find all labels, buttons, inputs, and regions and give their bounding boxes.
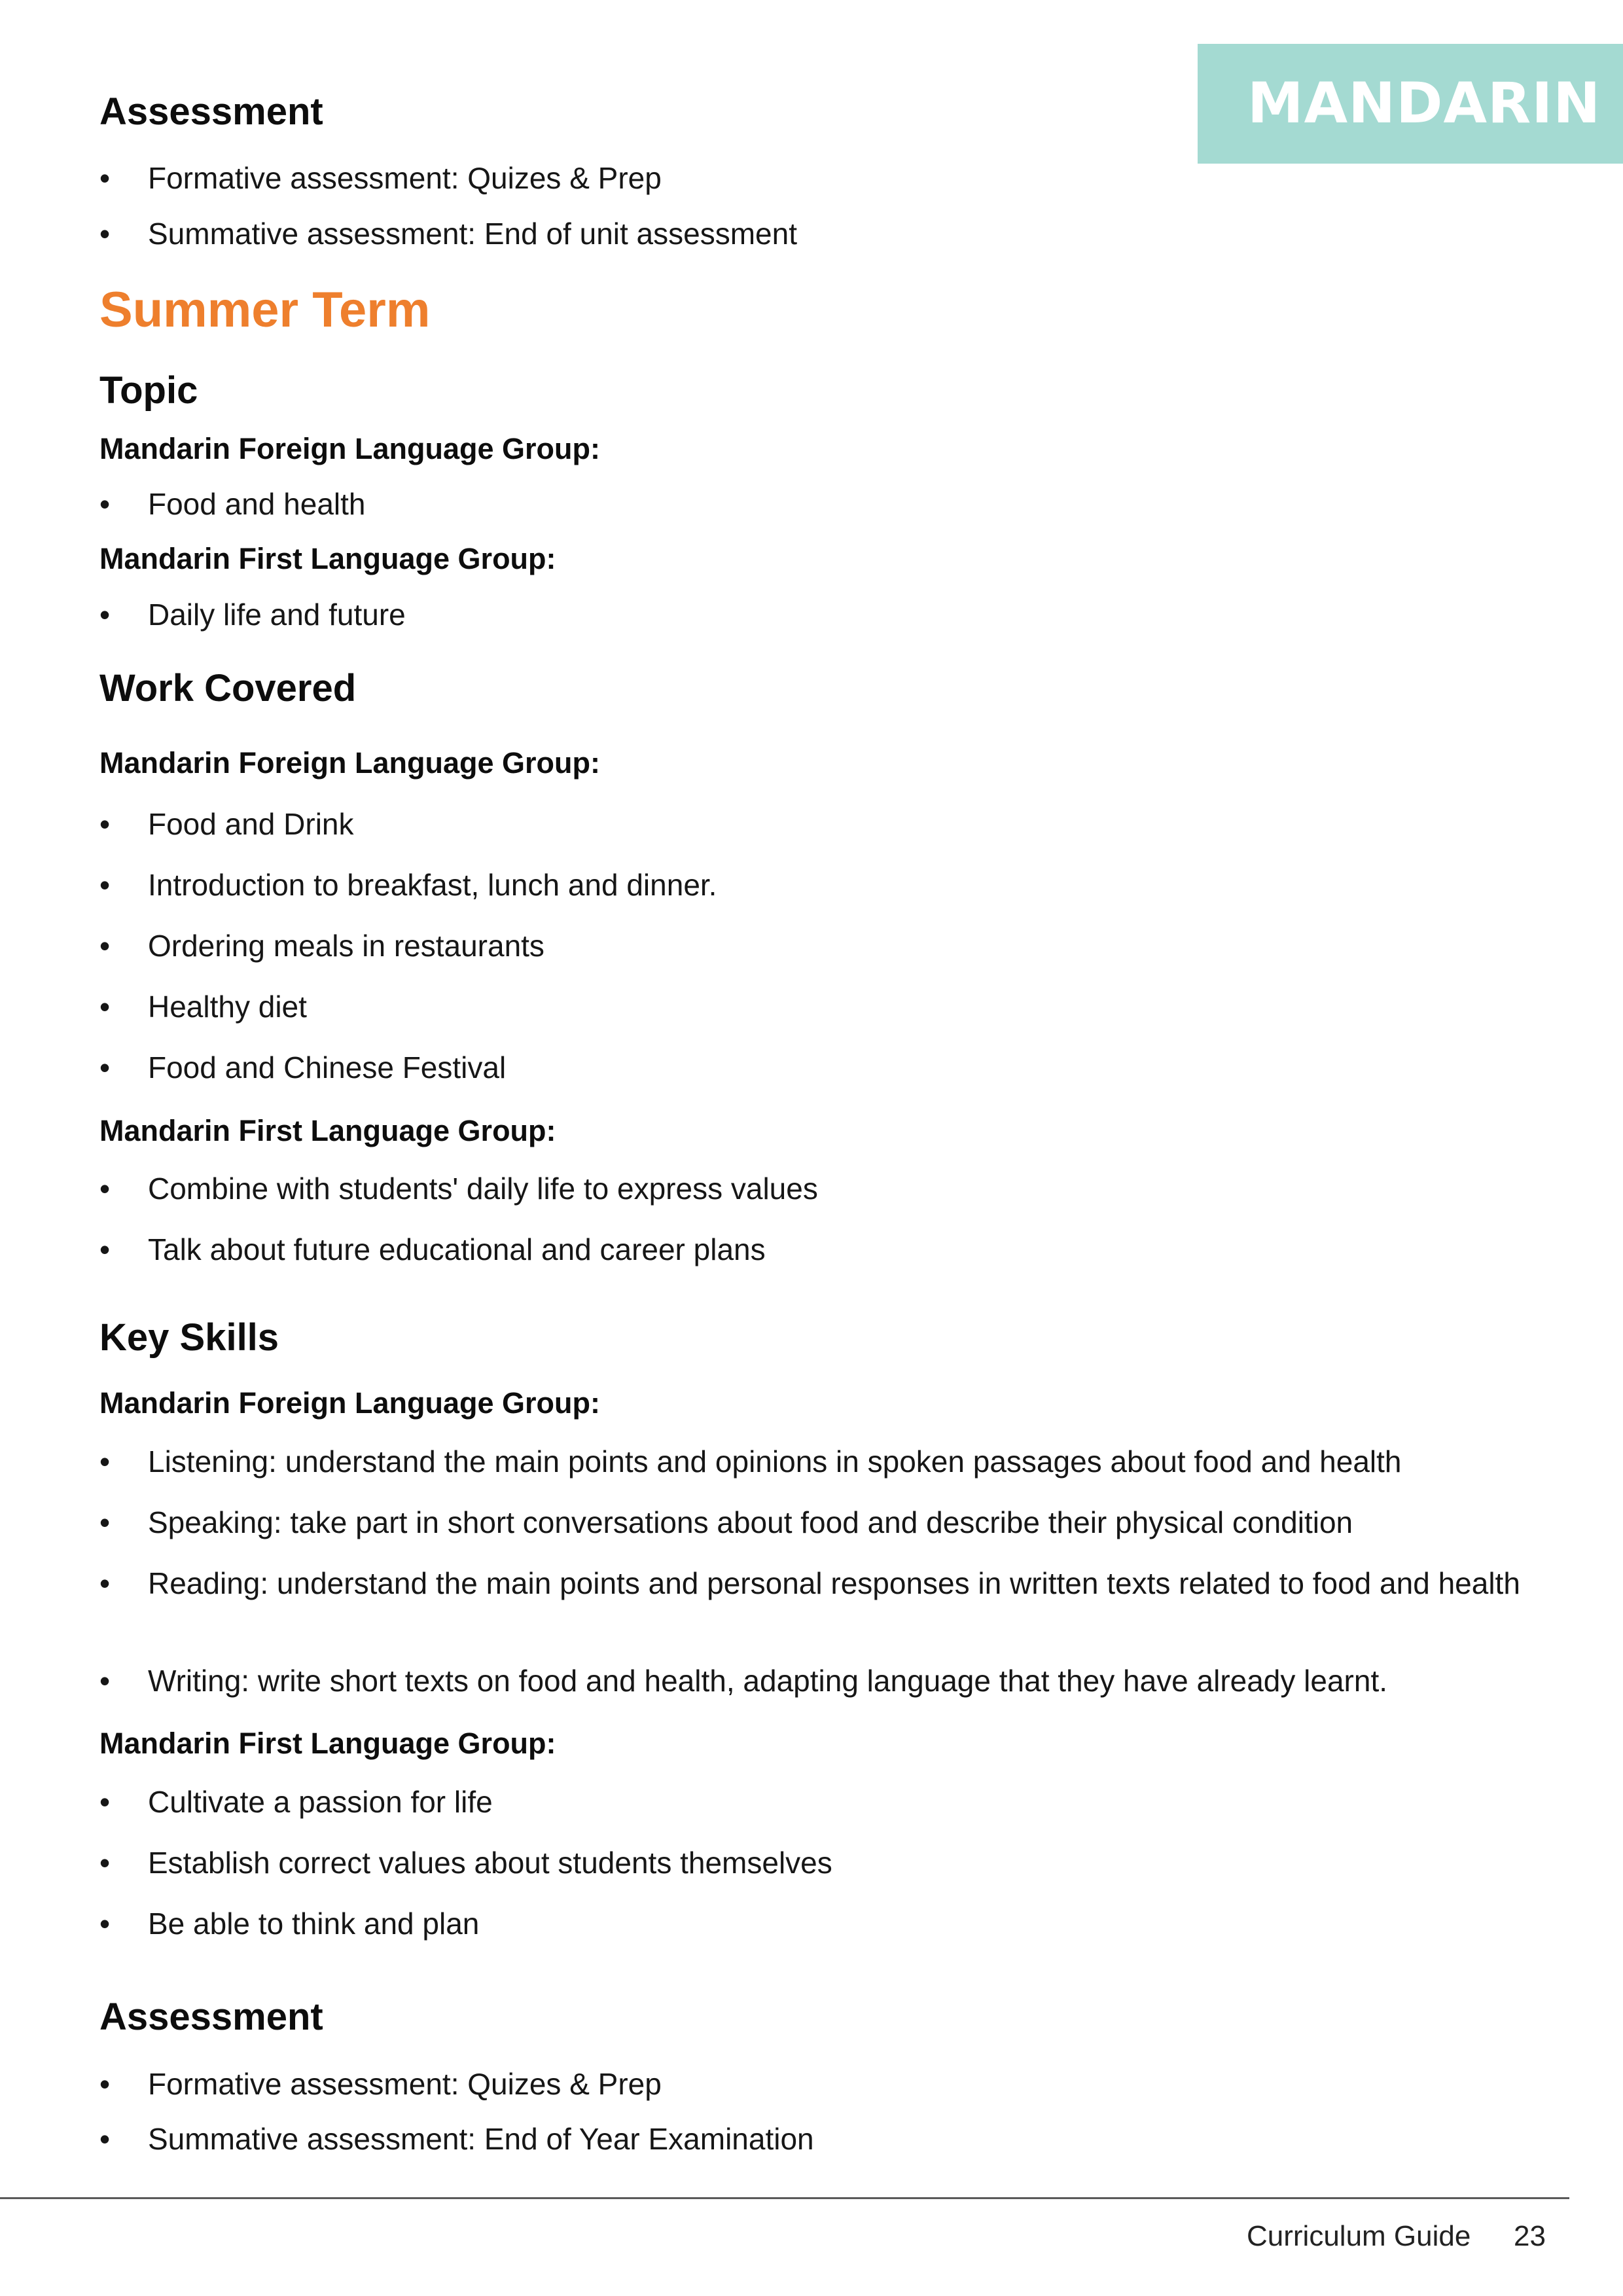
work-covered-heading: Work Covered	[99, 667, 357, 709]
skills-first-group-label: Mandarin First Language Group:	[99, 1727, 556, 1760]
work-first-group-label: Mandarin First Language Group:	[99, 1114, 556, 1147]
work-foreign-group-label: Mandarin Foreign Language Group:	[99, 746, 600, 780]
topic-first-group-label: Mandarin First Language Group:	[99, 542, 556, 575]
term-title: Summer Term	[99, 282, 431, 338]
assessment-heading: Assessment	[99, 1996, 323, 2038]
footer-divider	[0, 2197, 1569, 2199]
key-skills-heading: Key Skills	[99, 1316, 279, 1359]
top-assessment-heading: Assessment	[99, 90, 323, 133]
topic-heading: Topic	[99, 369, 198, 412]
subject-tab: MANDARIN	[1198, 44, 1623, 164]
topic-foreign-group-label: Mandarin Foreign Language Group:	[99, 432, 600, 465]
skills-foreign-group-label: Mandarin Foreign Language Group:	[99, 1386, 600, 1420]
footer-label: Curriculum Guide	[1247, 2220, 1471, 2252]
page-number: 23	[1514, 2220, 1546, 2252]
